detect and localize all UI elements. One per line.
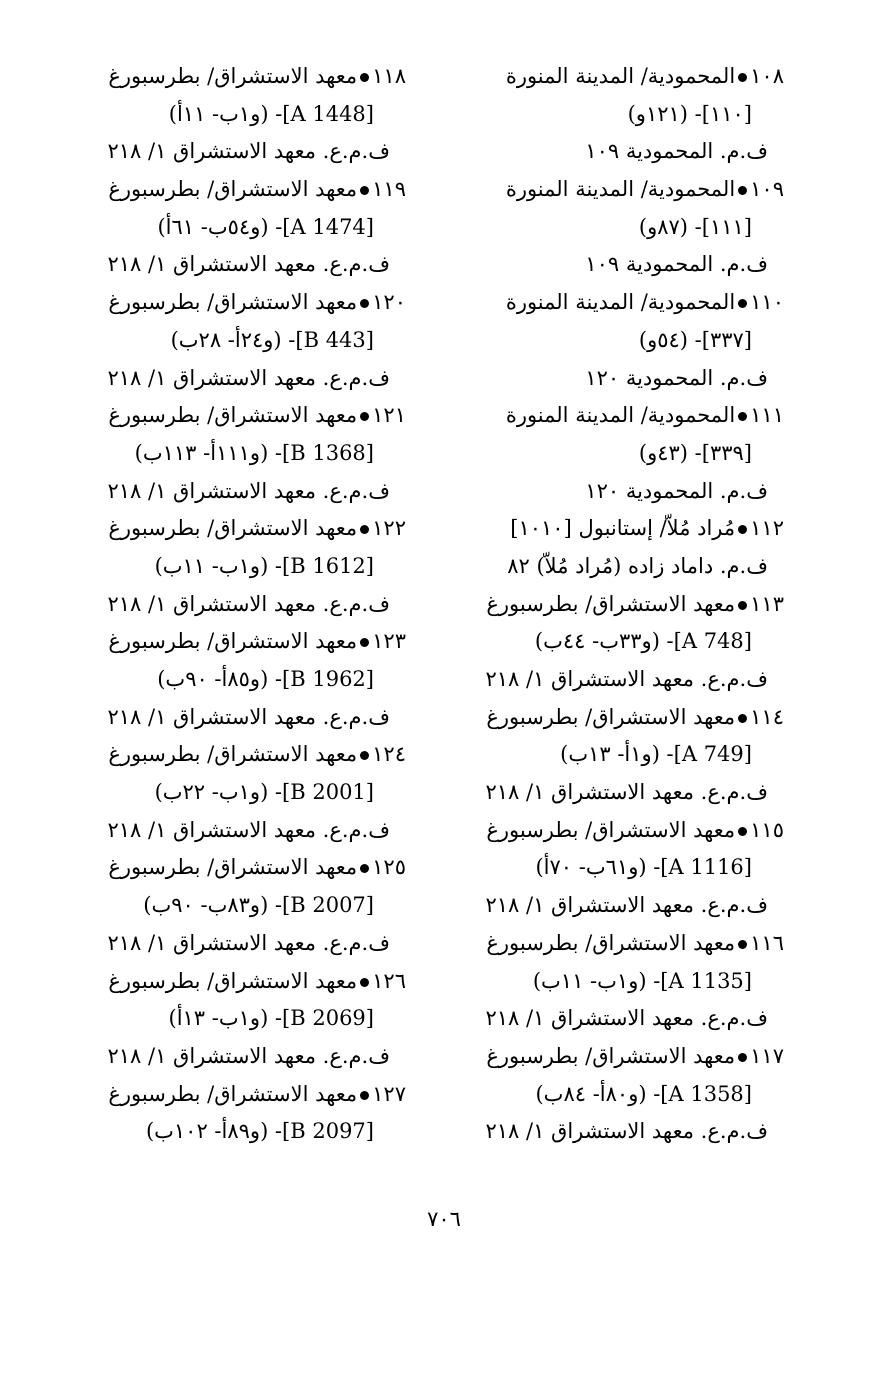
entry-heading: [454, 171, 784, 209]
entry-heading: [76, 1076, 406, 1114]
entry-reference: ف.م.ع. معهد الاستشراق ١/ ٢١٨: [107, 930, 390, 955]
entry-number: ١٢١: [372, 403, 406, 428]
entry-detail: [A 1358]- (و٨٠أ- ٨٤ب): [535, 1081, 752, 1106]
bullet-icon: [360, 186, 369, 195]
bullet-icon: [738, 827, 747, 836]
entry-reference: ف.م.ع. معهد الاستشراق ١/ ٢١٨: [485, 780, 768, 805]
entry-number: ١٠٩: [750, 177, 784, 202]
entry-number: ١١١: [750, 403, 784, 428]
entry-reference: ف.م.ع. معهد الاستشراق ١/ ٢١٨: [107, 591, 390, 616]
entry-number: ١١٤: [750, 704, 784, 729]
entry-head-text: معهد الاستشراق/ بطرسبورغ: [108, 855, 358, 880]
entry-number: ١١٣: [750, 591, 784, 616]
entry-detail: [B 1612]- (و١ب- ١١ب): [154, 553, 374, 578]
entry-detail: [١١١]- (٨٧و): [638, 214, 752, 239]
bullet-icon: [360, 751, 369, 760]
entry-reference: ف.م.ع. معهد الاستشراق ١/ ٢١٨: [107, 139, 390, 164]
entry-heading: [76, 284, 406, 322]
entry-number: ١٢٣: [372, 629, 406, 654]
entry-detail: [B 2001]- (و١ب- ٢٢ب): [154, 780, 374, 805]
entry-detail: [B 2007]- (و٨٣ب- ٩٠ب): [143, 893, 374, 918]
entry-head-text: مُراد مُلاّ/ إستانبول [١٠١٠]: [510, 516, 736, 541]
entry-head-text: معهد الاستشراق/ بطرسبورغ: [108, 403, 358, 428]
entry-head-text: معهد الاستشراق/ بطرسبورغ: [108, 64, 358, 88]
entry-head-text: المحمودية/ المدينة المنورة: [505, 403, 736, 428]
entry-head-text: معهد الاستشراق/ بطرسبورغ: [108, 968, 358, 993]
entry-head-text: معهد الاستشراق/ بطرسبورغ: [486, 930, 736, 955]
bullet-icon: [738, 299, 747, 308]
entry-heading: [454, 397, 784, 435]
entry-heading: [454, 284, 784, 322]
entry-reference: ف.م. المحمودية ١٢٠: [585, 478, 768, 503]
entry-heading: [76, 510, 406, 548]
entry-heading: [454, 699, 784, 737]
entry-number: ١١٩: [372, 177, 406, 202]
entry-head-text: المحمودية/ المدينة المنورة: [505, 290, 736, 315]
entry-head-text: المحمودية/ المدينة المنورة: [505, 177, 736, 202]
bullet-icon: [360, 978, 369, 987]
entry-head-text: معهد الاستشراق/ بطرسبورغ: [486, 591, 736, 616]
entry-head-text: معهد الاستشراق/ بطرسبورغ: [108, 290, 358, 315]
entry-head-text: المحمودية/ المدينة المنورة: [505, 64, 736, 88]
entry-reference: ف.م. المحمودية ١٠٩: [585, 252, 768, 277]
bullet-icon: [738, 940, 747, 949]
entry-detail: [B 443]- (و٢٤أ- ٢٨ب): [170, 327, 374, 352]
entry-heading: [454, 925, 784, 963]
entry-detail: [B 2097]- (و٨٩أ- ١٠٢ب): [145, 1119, 374, 1144]
entry-reference: ف.م.ع. معهد الاستشراق ١/ ٢١٨: [485, 667, 768, 691]
bullet-icon: [360, 1091, 369, 1100]
entry-detail: [B 2069]- (و١ب- ١٣أ): [168, 1006, 374, 1031]
entry-number: ١٢٠: [372, 290, 406, 315]
bullet-icon: [360, 864, 369, 873]
entry-detail: [B 1962]- (و٨٥أ- ٩٠ب): [157, 667, 374, 691]
entry-reference: ف.م.ع. معهد الاستشراق ١/ ٢١٨: [107, 817, 390, 842]
entry-heading: [454, 1038, 784, 1076]
entry-number: ١٢٤: [372, 742, 406, 767]
entry-number: ١٢٢: [372, 516, 406, 541]
entry-reference: ف.م.ع. معهد الاستشراق ١/ ٢١٨: [485, 893, 768, 918]
bullet-icon: [360, 638, 369, 647]
entry-reference: ف.م. المحمودية ١٢٠: [585, 365, 768, 390]
entry-number: ١٢٧: [372, 1081, 406, 1106]
entry-heading: [454, 812, 784, 850]
bullet-icon: [360, 73, 369, 82]
bullet-icon: [738, 186, 747, 195]
bullet-icon: [738, 525, 747, 534]
entry-reference: ف.م. المحمودية ١٠٩: [585, 139, 768, 164]
entry-detail: [٣٣٩]- (٤٣و): [638, 440, 752, 465]
entry-detail: [A 1135]- (و١ب- ١١ب): [532, 968, 752, 993]
entry-number: ١٢٦: [372, 968, 406, 993]
page-number: ٧٠٦: [427, 1207, 461, 1231]
entry-number: ١١٢: [750, 516, 784, 541]
entry-number: ١١٥: [750, 817, 784, 842]
bullet-icon: [738, 714, 747, 723]
entry-reference: ف.م.ع. معهد الاستشراق ١/ ٢١٨: [107, 1043, 390, 1068]
entry-heading: [454, 510, 784, 548]
entry-detail: [B 1368]- (و١١١أ- ١١٣ب): [134, 440, 374, 465]
entry-reference: ف.م.ع. معهد الاستشراق ١/ ٢١٨: [485, 1006, 768, 1031]
entry-heading: [76, 397, 406, 435]
entry-reference: ف.م. داماد زاده (مُراد مُلاّ) ٨٢: [507, 553, 768, 578]
entry-number: ١١٠: [750, 290, 784, 315]
entry-detail: [A 1474]- (و٥٤ب- ٦١أ): [157, 214, 374, 239]
entry-head-text: معهد الاستشراق/ بطرسبورغ: [108, 177, 358, 202]
bullet-icon: [738, 601, 747, 610]
bullet-icon: [738, 73, 747, 82]
bullet-icon: [738, 412, 747, 421]
entry-heading: [454, 58, 784, 96]
left-column: [76, 58, 406, 1151]
entry-reference: ف.م.ع. معهد الاستشراق ١/ ٢١٨: [485, 1119, 768, 1144]
entry-detail: [A 1116]- (و٦١ب- ٧٠أ): [535, 855, 752, 880]
bullet-icon: [360, 525, 369, 534]
bullet-icon: [360, 412, 369, 421]
entry-detail: [٣٣٧]- (٥٤و): [638, 327, 752, 352]
entry-heading: [76, 963, 406, 1001]
entry-number: ١٠٨: [750, 64, 784, 88]
entry-reference: ف.م.ع. معهد الاستشراق ١/ ٢١٨: [107, 365, 390, 390]
entry-heading: [454, 586, 784, 624]
bullet-icon: [360, 299, 369, 308]
entry-detail: [A 748]- (و٣٣ب- ٤٤ب): [534, 629, 752, 654]
entry-heading: [76, 736, 406, 774]
entry-head-text: معهد الاستشراق/ بطرسبورغ: [108, 629, 358, 654]
entry-number: ١٢٥: [372, 855, 406, 880]
entry-heading: [76, 58, 406, 96]
entry-head-text: معهد الاستشراق/ بطرسبورغ: [486, 704, 736, 729]
entry-heading: [76, 623, 406, 661]
entry-reference: ف.م.ع. معهد الاستشراق ١/ ٢١٨: [107, 252, 390, 277]
entry-detail: [١١٠]- (١٢١و): [627, 101, 752, 126]
entry-reference: ف.م.ع. معهد الاستشراق ١/ ٢١٨: [107, 478, 390, 503]
entry-head-text: معهد الاستشراق/ بطرسبورغ: [108, 516, 358, 541]
entry-head-text: معهد الاستشراق/ بطرسبورغ: [108, 742, 358, 767]
entry-detail: [A 1448]- (و١ب- ١١أ): [168, 101, 374, 126]
entry-number: ١١٧: [750, 1043, 784, 1068]
entry-number: ١١٦: [750, 930, 784, 955]
entry-head-text: معهد الاستشراق/ بطرسبورغ: [486, 1043, 736, 1068]
entry-head-text: معهد الاستشراق/ بطرسبورغ: [108, 1081, 358, 1106]
right-column: [454, 58, 784, 1151]
entry-reference: ف.م.ع. معهد الاستشراق ١/ ٢١٨: [107, 704, 390, 729]
entry-detail: [A 749]- (و١أ- ١٣ب): [560, 742, 752, 767]
bullet-icon: [738, 1053, 747, 1062]
entry-head-text: معهد الاستشراق/ بطرسبورغ: [486, 817, 736, 842]
entry-heading: [76, 849, 406, 887]
entry-heading: [76, 171, 406, 209]
entry-number: ١١٨: [372, 64, 406, 88]
